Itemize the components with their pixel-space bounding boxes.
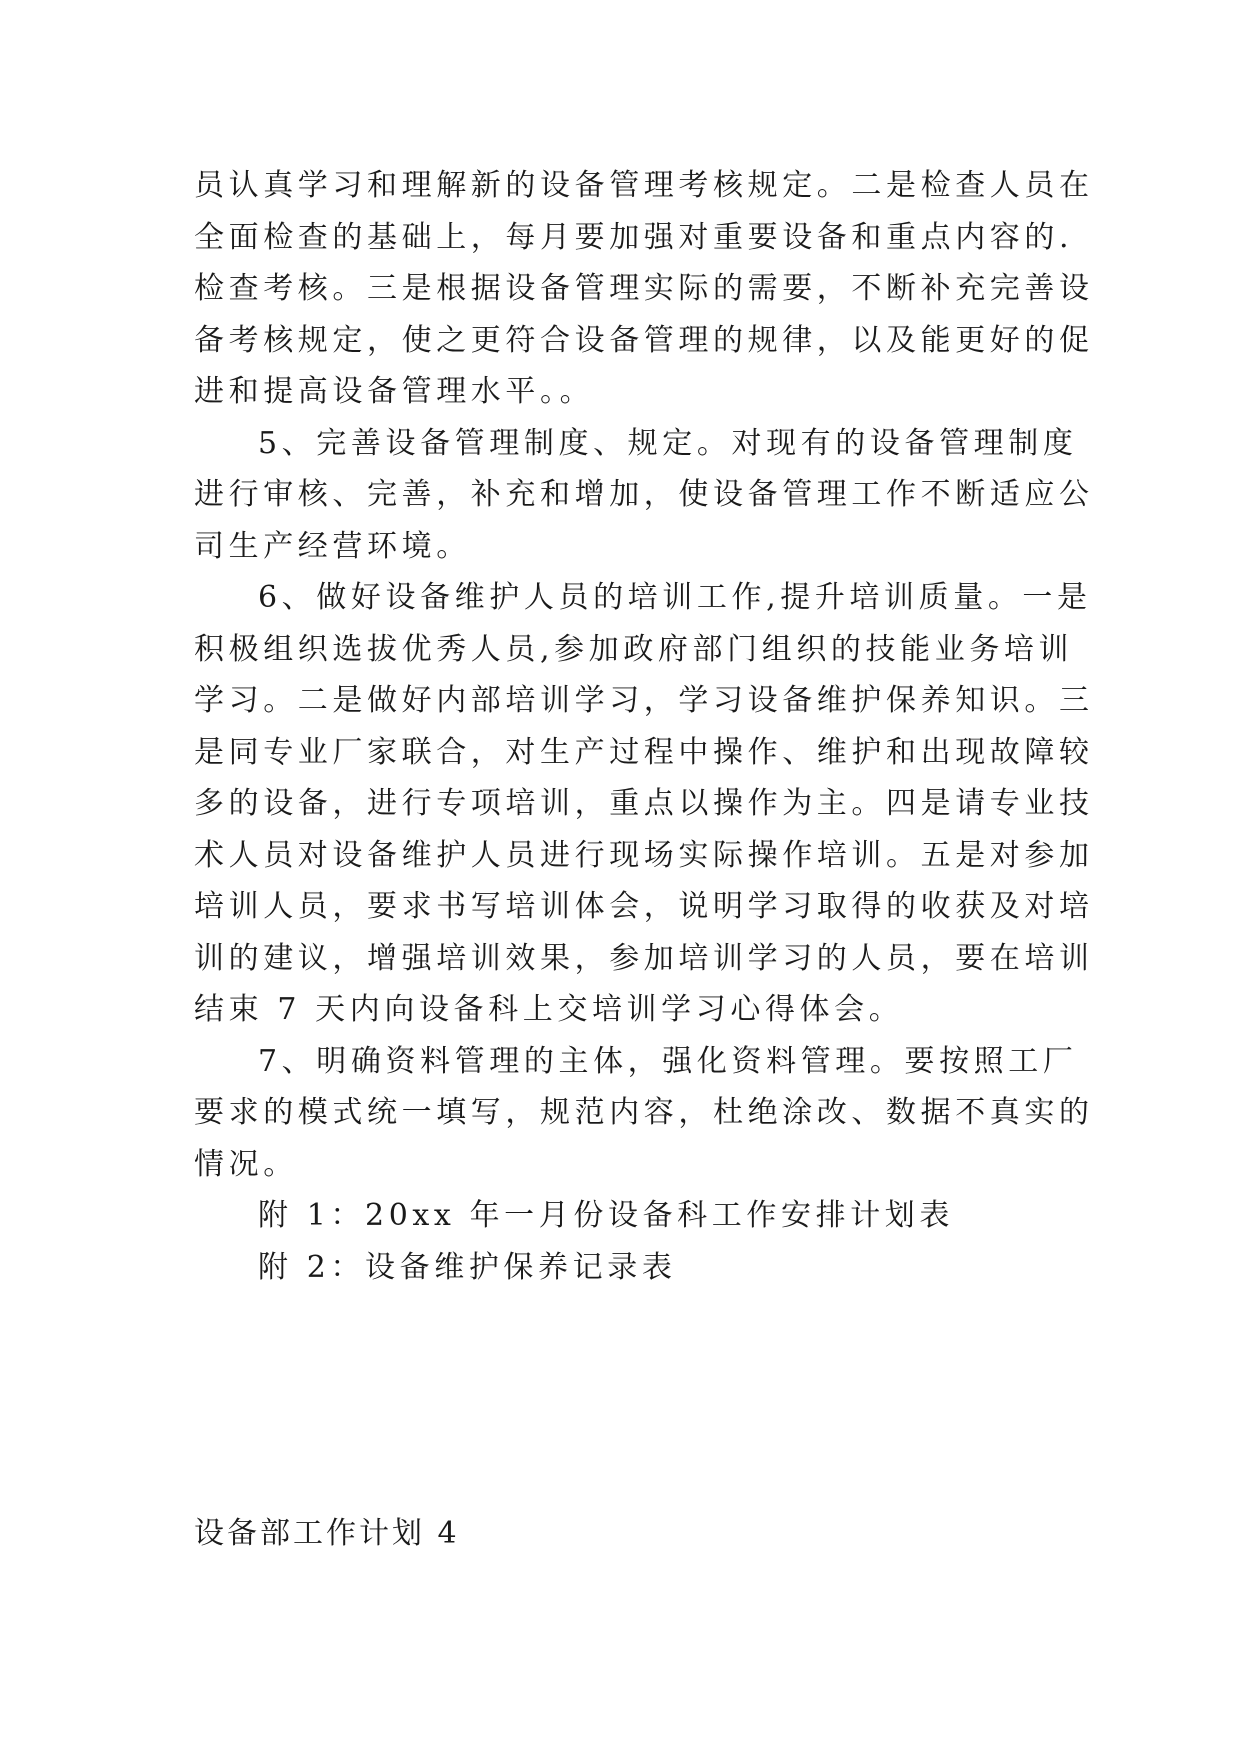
text-line: 员认真学习和理解新的设备管理考核规定。二是检查人员在 [194, 168, 1094, 203]
paragraph-1 [194, 160, 1094, 418]
text-line: 训的建议，增强培训效果，参加培训学习的人员，要在培训 [194, 940, 1094, 976]
appendix-1 [194, 1190, 1056, 1242]
text-line: 培训人员，要求书写培训体会，说明学习取得的收获及对培 [194, 889, 1094, 924]
text-line: 全面检查的基础上，每月要加强对重要设备和重点内容的. [194, 219, 1074, 255]
text-line: 备考核规定，使之更符合设备管理的规律，以及能更好的促 [194, 322, 1094, 358]
document-body [194, 160, 1094, 1293]
text-line: 多的设备，进行专项培训，重点以操作为主。四是请专业技 [194, 786, 1094, 821]
text-line: 7、明确资料管理的主体，强化资料管理。要按照工厂 [258, 1043, 1078, 1079]
text-line: 司生产经营环境。 [194, 528, 471, 564]
section-heading: 设备部工作计划 4 [194, 1516, 460, 1551]
text-line: 是同专业厂家联合，对生产过程中操作、维护和出现故障较 [194, 734, 1094, 770]
text-line: 进和提高设备管理水平。。 [194, 374, 595, 409]
text-line: 结束 7 天内向设备科上交培训学习心得体会。 [194, 992, 904, 1027]
text-line: 术人员对设备维护人员进行现场实际操作培训。五是对参加 [194, 837, 1094, 873]
text-line: 要求的模式统一填写，规范内容，杜绝涂改、数据不真实的 [194, 1095, 1094, 1130]
text-line: 情况。 [194, 1146, 298, 1182]
paragraph-2 [194, 418, 1094, 573]
text-line: 6、做好设备维护人员的培训工作,提升培训质量。一是 [258, 580, 1092, 615]
text-line: 附 1：20xx 年一月份设备科工作安排计划表 [258, 1198, 954, 1233]
text-line: 学习。二是做好内部培训学习，学习设备维护保养知识。三 [194, 683, 1094, 718]
appendix-2 [194, 1242, 1056, 1294]
text-line: 积极组织选拔优秀人员,参加政府部门组织的技能业务培训 [194, 631, 1074, 667]
text-line: 检查考核。三是根据设备管理实际的需要，不断补充完善设 [194, 271, 1094, 306]
text-line: 附 2：设备维护保养记录表 [258, 1249, 677, 1285]
paragraph-4 [194, 1036, 1094, 1191]
text-line: 进行审核、完善，补充和增加，使设备管理工作不断适应公 [194, 477, 1094, 512]
text-line: 5、完善设备管理制度、规定。对现有的设备管理制度 [258, 425, 1078, 461]
paragraph-3 [194, 572, 1094, 1036]
